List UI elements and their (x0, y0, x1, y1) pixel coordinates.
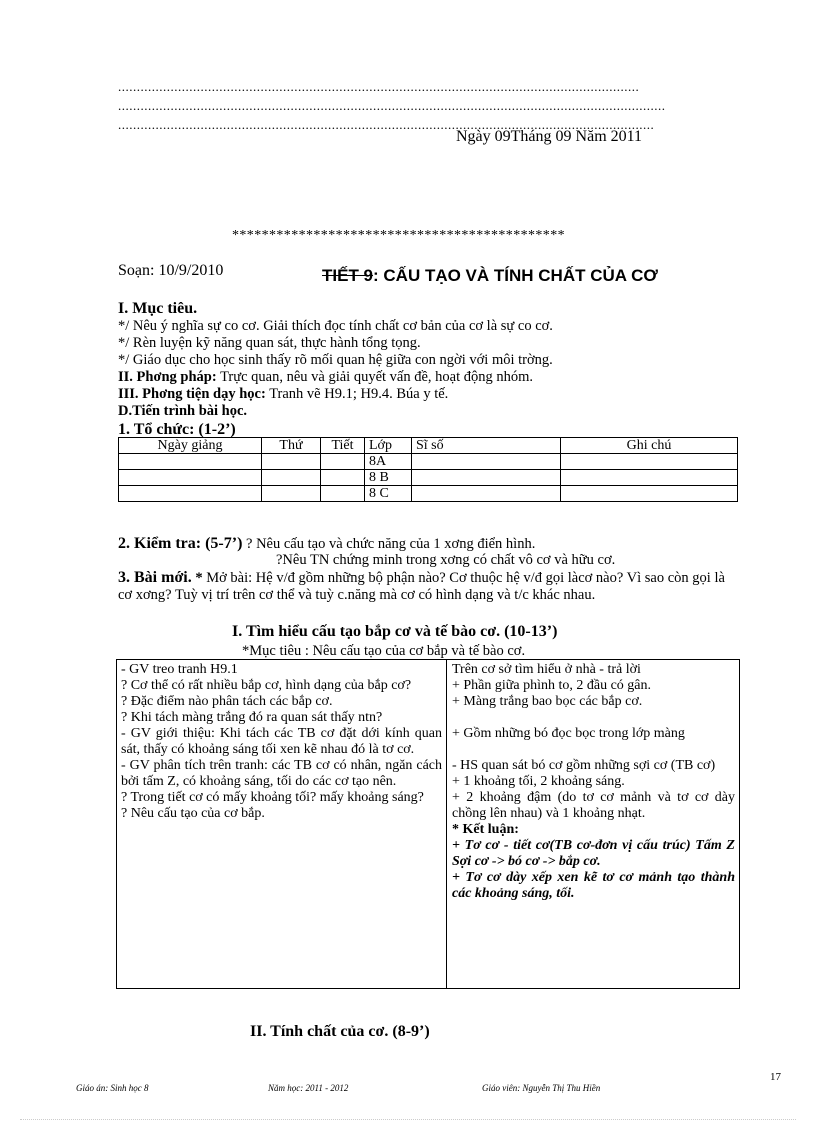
organization-table (118, 437, 738, 502)
new-lesson-paragraph: 3. Bài mới. * Mở bài: Hệ v/đ gồm những bộ phận nào? Cơ thuộc hệ v/đ gọi làcơ nào? Vì sao còn gọi là cơ xơng? Tuỳ vị trí trên cơ thể và tuỳ c.năng mà cơ có hình dạng và t/c khác nhau. (118, 569, 725, 603)
dotted-line-3: ............................................................................................................................................... (118, 117, 655, 132)
student-item: + 1 khoảng tối, 2 khoảng sáng. (452, 774, 625, 789)
col-day: Thứ (262, 438, 321, 454)
footer-right: Giáo viên: Nguyễn Thị Thu Hiền (482, 1083, 601, 1093)
activity-table (116, 659, 740, 989)
lesson-number: TIẾT 9 (322, 266, 374, 285)
teacher-item: ? Đặc điểm nào phân tách các bắp cơ. (121, 694, 333, 709)
student-item: + 2 khoảng đậm (do tơ cơ mảnh và tơ cơ dày chồng lên nhau) và 1 khoảng nhạt. (452, 790, 735, 821)
objective-2: */ Rèn luyện kỹ năng quan sát, thực hành tổng tọng. (118, 335, 421, 351)
method-line: II. Phơng pháp: Trực quan, nêu và giải quyết vấn đề, hoạt động nhóm. (118, 369, 534, 385)
footer-left: Giáo án: Sinh học 8 (76, 1083, 149, 1093)
conclusion-label: * Kết luận: (452, 822, 519, 837)
col-period: Tiết (321, 438, 365, 454)
student-item: + Gồm những bó đọc bọc trong lớp màng (452, 726, 685, 741)
teacher-column (117, 660, 447, 988)
bottom-divider (20, 1119, 796, 1120)
lesson-title (322, 266, 658, 286)
teacher-item: ? Cơ thể có rất nhiều bắp cơ, hình dạng của bắp cơ? (121, 678, 412, 693)
process-heading: D.Tiến trình bài học. (118, 403, 248, 419)
col-class: Lớp (365, 438, 412, 454)
class-cell: 8A (365, 454, 412, 470)
date-line: Ngày 09Tháng 09 Năm 2011 (456, 128, 643, 145)
student-item: - HS quan sát bó cơ gồm những sợi cơ (TB cơ) (452, 758, 716, 773)
teacher-item: - GV phân tích trên tranh: các TB cơ có nhân, ngăn cách bởi tấm Z, có khoảng sáng, tối do các cơ tạo nên. (121, 758, 442, 789)
objectives-heading: I. Mục tiêu. (118, 300, 198, 317)
footer-middle: Năm học: 2011 - 2012 (268, 1083, 349, 1093)
class-cell: 8 C (365, 486, 412, 502)
student-column (448, 660, 739, 988)
teacher-item: ? Nêu cấu tạo của cơ bắp. (121, 806, 265, 821)
conclusion-item: + Tơ cơ - tiết cơ(TB cơ-đơn vị cấu trúc) Tấm Z Sợi cơ -> bó cơ -> bắp cơ. (452, 838, 735, 869)
student-item: + Màng trắng bao bọc các bắp cơ. (452, 694, 643, 709)
student-item: + Phần giữa phình to, 2 đầu có gân. (452, 678, 652, 693)
col-date: Ngày giảng (119, 438, 262, 454)
check-line-1: 2. Kiểm tra: (5-7’) ? Nêu cấu tạo và chức năng của 1 xơng điển hình. (118, 535, 536, 552)
table-row (119, 454, 738, 470)
section-1-heading: I. Tìm hiểu cấu tạo bắp cơ và tế bào cơ. (10-13’) (232, 623, 558, 640)
col-count: Sĩ số (412, 438, 561, 454)
col-note: Ghi chú (561, 438, 738, 454)
lesson-title-text: : CẤU TẠO VÀ TÍNH CHẤT CỦA CƠ (373, 266, 658, 285)
table-row (119, 486, 738, 502)
page-number: 17 (770, 1071, 781, 1083)
teacher-item: ? Trong tiết cơ có mấy khoảng tối? mấy khoảng sáng? (121, 790, 424, 805)
dotted-line-1: ........................................................................................................................................... (118, 79, 640, 94)
table-row (119, 470, 738, 486)
teacher-item: - GV treo tranh H9.1 (121, 662, 238, 677)
teacher-item: - GV giới thiệu: Khi tách các TB cơ đặt dới kính quan sát, thấy có khoảng sáng tối xen kẽ nhau đó là tơ cơ. (121, 726, 442, 757)
organization-heading: 1. Tổ chức: (1-2’) (118, 421, 236, 438)
means-line: III. Phơng tiện dạy học: Tranh vẽ H9.1; H9.4. Búa y tế. (118, 386, 449, 402)
conclusion-item: + Tơ cơ dày xếp xen kẽ tơ cơ mảnh tạo thành các khoảng sáng, tối. (452, 870, 735, 901)
section-2-heading: II. Tính chất của cơ. (8-9’) (250, 1023, 430, 1040)
objective-3: */ Giáo dục cho học sinh thấy rõ mối quan hệ giữa con ngời với môi trờng. (118, 352, 553, 368)
dotted-line-2: .................................................................................................................................................. (118, 98, 666, 113)
check-line-2: ?Nêu TN chứng minh trong xơng có chất vô cơ và hữu cơ. (276, 552, 616, 568)
teacher-item: ? Khi tách màng trắng đó ra quan sát thấy ntn? (121, 710, 383, 725)
student-item: Trên cơ sở tìm hiểu ở nhà - trả lời (452, 662, 641, 677)
objective-1: */ Nêu ý nghĩa sự co cơ. Giải thích đọc tính chất cơ bản của cơ là sự co cơ. (118, 318, 553, 334)
class-cell: 8 B (365, 470, 412, 486)
prepared-date: Soạn: 10/9/2010 (118, 262, 224, 279)
section-1-goal: *Mục tiêu : Nêu cấu tạo của cơ bắp và tế bào cơ. (242, 643, 526, 659)
star-separator: ********************************************* (232, 228, 565, 243)
